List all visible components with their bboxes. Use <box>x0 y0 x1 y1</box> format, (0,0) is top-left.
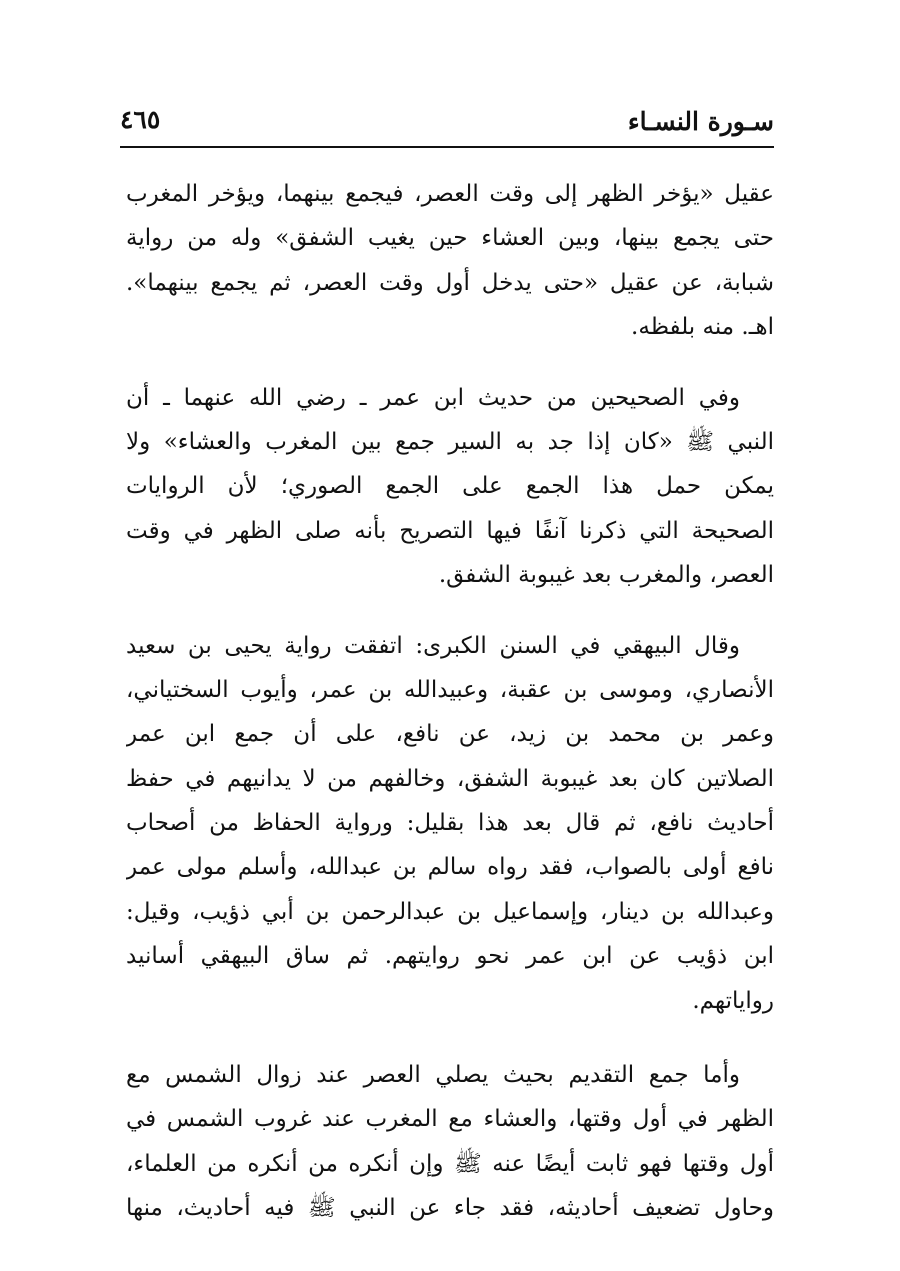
text-line: الصحيحة التي ذكرنا آنفًا فيها التصريح بأنه صلى الظهر في وقت <box>126 517 774 544</box>
header-divider <box>120 146 774 148</box>
text-line: أول وقتها فهو ثابت أيضًا عنه ﷺ وإن أنكره من أنكره من العلماء، <box>126 1150 774 1177</box>
text-line: وحاول تضعيف أحاديثه، فقد جاء عن النبي ﷺ فيه أحاديث، منها <box>126 1195 774 1222</box>
paragraph-3 <box>126 624 774 1024</box>
text-line: شبابة، عن عقيل «حتى يدخل أول وقت العصر، ثم يجمع بينهما». <box>126 269 774 296</box>
text-line: اهـ. منه بلفظه. <box>631 314 774 341</box>
text-line: نافع أولى بالصواب، فقد رواه سالم بن عبدالله، وأسلم مولى عمر <box>126 854 774 881</box>
paragraph-spacer <box>126 1023 774 1053</box>
text-line: العصر، والمغرب بعد غيبوبة الشفق. <box>438 562 774 589</box>
paragraph-spacer <box>126 350 774 376</box>
text-line: الصلاتين كان بعد غيبوبة الشفق، وخالفهم من لا يدانيهم في حفظ <box>126 765 774 792</box>
text-line: الظهر في أول وقتها، والعشاء مع المغرب عند غروب الشمس في <box>126 1106 774 1133</box>
text-line: عقيل «يؤخر الظهر إلى وقت العصر، فيجمع بينهما، ويؤخر المغرب <box>126 181 774 207</box>
paragraph-1 <box>126 172 774 350</box>
running-title: سـورة النسـاء <box>627 107 774 136</box>
text-line: الأنصاري، وموسى بن عقبة، وعبيدالله بن عمر، وأيوب السختياني، <box>126 676 774 703</box>
page-header <box>120 96 774 144</box>
text-line: وفي الصحيحين من حديث ابن عمر ـ رضي الله عنهما ـ أن <box>126 384 740 411</box>
page-body <box>126 172 774 1231</box>
text-line: ابن ذؤيب عن ابن عمر نحو روايتهم. ثم ساق البيهقي أسانيد <box>126 943 774 970</box>
text-line: حتى يجمع بينها، وبين العشاء حين يغيب الشفق» وله من رواية <box>126 225 774 252</box>
text-line: النبي ﷺ «كان إذا جد به السير جمع بين المغرب والعشاء» ولا <box>126 428 774 455</box>
text-line: وأما جمع التقديم بحيث يصلي العصر عند زوال الشمس مع <box>126 1062 740 1089</box>
text-line: وقال البيهقي في السنن الكبرى: اتفقت رواية يحيى بن سعيد <box>126 632 740 659</box>
text-line: أحاديث نافع، ثم قال بعد هذا بقليل: ورواية الحفاظ من أصحاب <box>126 810 774 837</box>
paragraph-2 <box>126 376 774 598</box>
text-line: رواياتهم. <box>692 987 774 1014</box>
page-number: ٤٦٥ <box>120 105 161 134</box>
text-line: وعبدالله بن دينار، وإسماعيل بن عبدالرحمن بن أبي ذؤيب، وقيل: <box>126 898 774 925</box>
paragraph-4 <box>126 1053 774 1231</box>
text-line: يمكن حمل هذا الجمع على الجمع الصوري؛ لأن الروايات <box>126 473 774 500</box>
text-line: وعمر بن محمد بن زيد، عن نافع، على أن جمع ابن عمر <box>126 721 774 748</box>
paragraph-spacer <box>126 598 774 624</box>
